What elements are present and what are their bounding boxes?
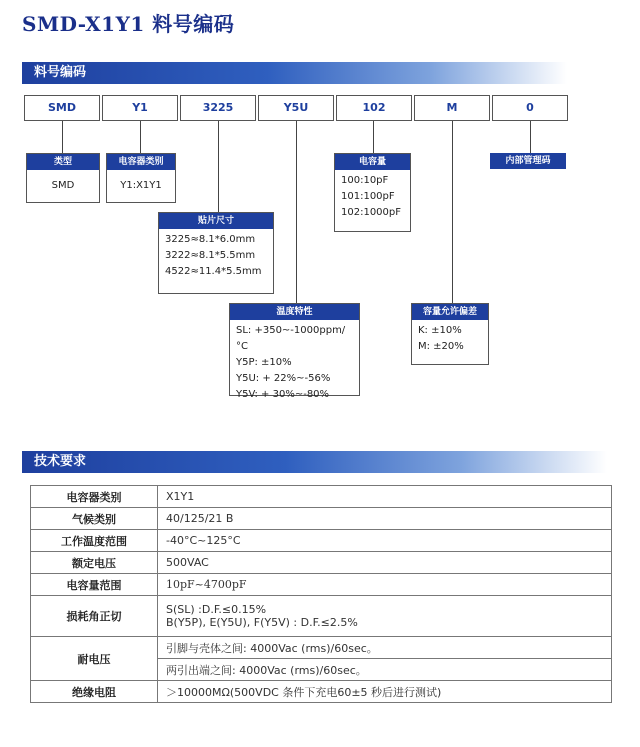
connector-line bbox=[140, 121, 141, 153]
temp-box-body bbox=[230, 320, 359, 406]
code-segment-capacitance: 102 bbox=[336, 95, 412, 121]
spec-value: X1Y1 bbox=[158, 486, 612, 508]
temp-box bbox=[229, 303, 360, 400]
connector-line bbox=[296, 121, 297, 303]
section-banner-tech: 技术要求 bbox=[22, 451, 607, 473]
tolerance-line: K: ±10% bbox=[418, 325, 462, 336]
temp-box-header: 温度特性 bbox=[230, 304, 359, 320]
capacitance-box-body bbox=[335, 170, 410, 224]
spec-value: 40/125/21 B bbox=[158, 508, 612, 530]
table-row bbox=[31, 508, 612, 530]
type-box-header: 类型 bbox=[27, 154, 99, 170]
capacitance-line: 102:1000pF bbox=[341, 207, 402, 218]
table-row bbox=[31, 681, 612, 703]
connector-line bbox=[373, 121, 374, 153]
code-segment-type: SMD bbox=[24, 95, 100, 121]
spec-key: 损耗角正切 bbox=[31, 596, 158, 637]
code-segment-size: 3225 bbox=[180, 95, 256, 121]
spec-value: 500VAC bbox=[158, 552, 612, 574]
spec-key: 额定电压 bbox=[31, 552, 158, 574]
internal-code-label: 内部管理码 bbox=[490, 153, 566, 169]
section-banner-part-code: 料号编码 bbox=[22, 62, 567, 84]
tolerance-box bbox=[411, 303, 489, 365]
type-box-line: SMD bbox=[51, 180, 75, 191]
spec-key: 绝缘电阻 bbox=[31, 681, 158, 703]
tolerance-line: M: ±20% bbox=[418, 341, 464, 352]
spec-key: 工作温度范围 bbox=[31, 530, 158, 552]
spec-key: 耐电压 bbox=[31, 637, 158, 681]
tolerance-box-header: 容量允许偏差 bbox=[412, 304, 488, 320]
connector-line bbox=[452, 121, 453, 303]
temp-line: Y5P: ±10% bbox=[236, 357, 292, 368]
tolerance-box-body bbox=[412, 320, 488, 358]
cap-class-box-header: 电容器类别 bbox=[107, 154, 175, 170]
table-row bbox=[31, 530, 612, 552]
capacitance-line: 101:100pF bbox=[341, 191, 395, 202]
table-row bbox=[31, 637, 612, 659]
spec-key: 电容量范围 bbox=[31, 574, 158, 596]
temp-line: Y5V: + 30%~-80% bbox=[236, 389, 330, 400]
temp-line: Y5U: + 22%~-56% bbox=[236, 373, 331, 384]
code-segment-internal: 0 bbox=[492, 95, 568, 121]
cap-class-box bbox=[106, 153, 176, 203]
spec-value-line: S(SL) :D.F.≤0.15% bbox=[166, 603, 267, 616]
spec-value: 10pF~4700pF bbox=[158, 574, 612, 596]
spec-value: 引脚与壳体之间: 4000Vac (rms)/60sec。 bbox=[158, 637, 612, 659]
table-row bbox=[31, 552, 612, 574]
table-row bbox=[31, 596, 612, 637]
size-box-header: 贴片尺寸 bbox=[159, 213, 273, 229]
code-segment-class: Y1 bbox=[102, 95, 178, 121]
temp-line: SL: +350~-1000ppm/°C bbox=[236, 325, 346, 352]
size-box bbox=[158, 212, 274, 294]
connector-line bbox=[218, 121, 219, 212]
connector-line bbox=[62, 121, 63, 153]
table-row bbox=[31, 486, 612, 508]
type-box bbox=[26, 153, 100, 203]
spec-value: -40°C~125°C bbox=[158, 530, 612, 552]
size-line: 3222≈8.1*5.5mm bbox=[165, 250, 256, 261]
code-segment-temp: Y5U bbox=[258, 95, 334, 121]
page-title: SMD-X1Y1 料号编码 bbox=[22, 12, 235, 36]
spec-value bbox=[158, 596, 612, 637]
capacitance-box bbox=[334, 153, 411, 232]
cap-class-box-line: Y1:X1Y1 bbox=[120, 180, 162, 191]
code-segment-tolerance: M bbox=[414, 95, 490, 121]
spec-value: ＞10000MΩ(500VDC 条件下充电60±5 秒后进行测试) bbox=[158, 681, 612, 703]
spec-value-line: B(Y5P), E(Y5U), F(Y5V) : D.F.≤2.5% bbox=[166, 616, 358, 629]
size-box-body bbox=[159, 229, 273, 283]
capacitance-line: 100:10pF bbox=[341, 175, 389, 186]
spec-key: 气候类别 bbox=[31, 508, 158, 530]
spec-value: 两引出端之间: 4000Vac (rms)/60sec。 bbox=[158, 659, 612, 681]
size-line: 3225≈8.1*6.0mm bbox=[165, 234, 256, 245]
spec-key: 电容器类别 bbox=[31, 486, 158, 508]
table-row bbox=[31, 574, 612, 596]
spec-table bbox=[30, 485, 612, 703]
capacitance-box-header: 电容量 bbox=[335, 154, 410, 170]
connector-line bbox=[530, 121, 531, 153]
size-line: 4522≈11.4*5.5mm bbox=[165, 266, 262, 277]
